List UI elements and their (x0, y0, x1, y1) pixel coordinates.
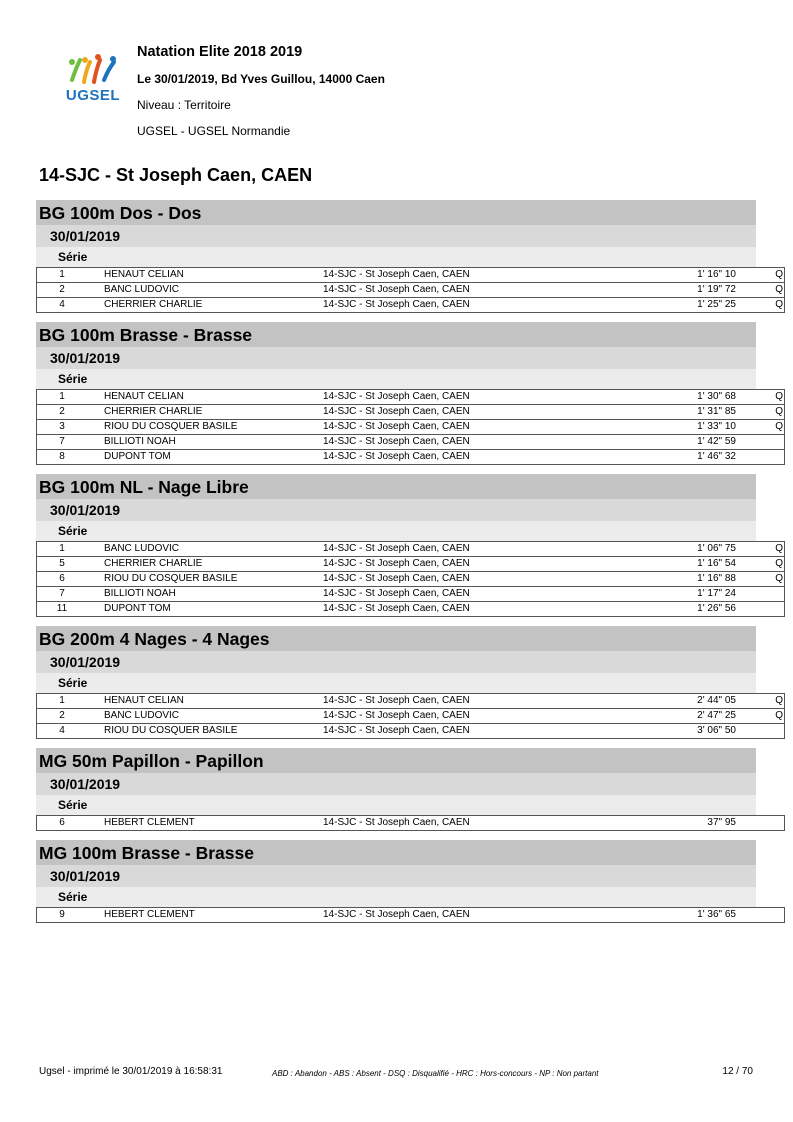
event-serie-label: Série (36, 247, 756, 267)
swimmer-name-cell: BANC LUDOVIC (87, 542, 323, 557)
club-heading: 14-SJC - St Joseph Caen, CAEN (39, 165, 313, 185)
page-footer (0, 1064, 793, 1084)
table-row (37, 420, 785, 435)
results-table (36, 815, 785, 831)
results-table (36, 389, 785, 465)
rank-cell: 3 (37, 420, 88, 435)
event-block (36, 474, 783, 617)
swimmer-name-cell: HENAUT CELIAN (87, 694, 323, 709)
table-row (37, 557, 785, 572)
swimmer-name-cell: HENAUT CELIAN (87, 268, 323, 283)
club-cell: 14-SJC - St Joseph Caen, CAEN (323, 450, 623, 465)
ugsel-logo (58, 54, 128, 104)
rank-cell: 11 (37, 602, 88, 617)
time-cell: 1' 06" 75 (623, 542, 773, 557)
swimmer-name-cell: DUPONT TOM (87, 602, 323, 617)
swimmer-name-cell: CHERRIER CHARLIE (87, 405, 323, 420)
time-cell: 1' 19" 72 (623, 283, 773, 298)
time-cell: 1' 17" 24 (623, 587, 773, 602)
rank-cell: 2 (37, 283, 88, 298)
event-serie-label: Série (36, 673, 756, 693)
rank-cell: 1 (37, 390, 88, 405)
club-cell: 14-SJC - St Joseph Caen, CAEN (323, 709, 623, 724)
club-cell: 14-SJC - St Joseph Caen, CAEN (323, 816, 623, 831)
rank-cell: 6 (37, 572, 88, 587)
time-cell: 1' 25" 25 (623, 298, 773, 313)
time-cell: 1' 30" 68 (623, 390, 773, 405)
print-timestamp: Ugsel - imprimé le 30/01/2019 à 16:58:31 (39, 1066, 223, 1077)
table-row (37, 405, 785, 420)
qualification-cell: Q (773, 572, 785, 587)
time-cell: 37" 95 (623, 816, 773, 831)
event-date: 30/01/2019 (36, 773, 756, 795)
time-cell: 1' 31" 85 (623, 405, 773, 420)
table-row (37, 602, 785, 617)
club-cell: 14-SJC - St Joseph Caen, CAEN (323, 908, 623, 923)
swimmer-name-cell: BILLIOTI NOAH (87, 587, 323, 602)
event-serie-label: Série (36, 369, 756, 389)
club-cell: 14-SJC - St Joseph Caen, CAEN (323, 405, 623, 420)
time-cell: 1' 33" 10 (623, 420, 773, 435)
qualification-cell: Q (773, 268, 785, 283)
time-cell: 2' 44" 05 (623, 694, 773, 709)
club-cell: 14-SJC - St Joseph Caen, CAEN (323, 390, 623, 405)
event-block (36, 626, 783, 739)
club-cell: 14-SJC - St Joseph Caen, CAEN (323, 283, 623, 298)
qualification-cell (773, 816, 785, 831)
swimmer-name-cell: BILLIOTI NOAH (87, 435, 323, 450)
rank-cell: 7 (37, 587, 88, 602)
swimmer-name-cell: HEBERT CLEMENT (87, 816, 323, 831)
qualification-cell: Q (773, 709, 785, 724)
rank-cell: 1 (37, 694, 88, 709)
qualification-cell (773, 450, 785, 465)
table-row (37, 908, 785, 923)
event-title: MG 50m Papillon - Papillon (36, 748, 756, 773)
results-table (36, 267, 785, 313)
swimmer-name-cell: CHERRIER CHARLIE (87, 557, 323, 572)
event-serie-label: Série (36, 795, 756, 815)
qualification-cell (773, 435, 785, 450)
event-date: 30/01/2019 (36, 651, 756, 673)
rank-cell: 6 (37, 816, 88, 831)
events-list (36, 200, 783, 932)
swimmer-name-cell: RIOU DU COSQUER BASILE (87, 420, 323, 435)
abbreviation-legend: ABD : Abandon - ABS : Absent - DSQ : Disqualifié - HRC : Hors-concours - NP : Non partant (272, 1069, 599, 1078)
event-title: BG 100m Dos - Dos (36, 200, 756, 225)
event-block (36, 840, 756, 923)
rank-cell: 9 (37, 908, 88, 923)
rank-cell: 7 (37, 435, 88, 450)
page-header (0, 0, 793, 150)
qualification-cell (773, 908, 785, 923)
time-cell: 1' 16" 88 (623, 572, 773, 587)
event-title: BG 200m 4 Nages - 4 Nages (36, 626, 756, 651)
qualification-cell (773, 602, 785, 617)
event-date: 30/01/2019 (36, 225, 756, 247)
club-cell: 14-SJC - St Joseph Caen, CAEN (323, 572, 623, 587)
club-cell: 14-SJC - St Joseph Caen, CAEN (323, 420, 623, 435)
time-cell: 1' 42" 59 (623, 435, 773, 450)
table-row (37, 390, 785, 405)
table-row (37, 587, 785, 602)
time-cell: 1' 16" 54 (623, 557, 773, 572)
swimmer-name-cell: BANC LUDOVIC (87, 283, 323, 298)
swimmer-name-cell: RIOU DU COSQUER BASILE (87, 724, 323, 739)
event-serie-label: Série (36, 521, 756, 541)
qualification-cell: Q (773, 405, 785, 420)
results-table (36, 541, 785, 617)
table-row (37, 709, 785, 724)
table-row (37, 298, 785, 313)
club-cell: 14-SJC - St Joseph Caen, CAEN (323, 542, 623, 557)
qualification-cell: Q (773, 557, 785, 572)
qualification-cell (773, 587, 785, 602)
qualification-cell: Q (773, 542, 785, 557)
event-title: BG 100m Brasse - Brasse (36, 322, 756, 347)
club-cell: 14-SJC - St Joseph Caen, CAEN (323, 268, 623, 283)
swimmers-logo-icon (58, 54, 128, 88)
event-date: 30/01/2019 (36, 347, 756, 369)
competition-title: Natation Elite 2018 2019 (137, 44, 303, 60)
table-row (37, 694, 785, 709)
table-row (37, 724, 785, 739)
results-table (36, 907, 785, 923)
event-serie-label: Série (36, 887, 756, 907)
competition-organization: UGSEL - UGSEL Normandie (137, 124, 291, 138)
swimmer-name-cell: HENAUT CELIAN (87, 390, 323, 405)
club-cell: 14-SJC - St Joseph Caen, CAEN (323, 587, 623, 602)
rank-cell: 1 (37, 268, 88, 283)
rank-cell: 5 (37, 557, 88, 572)
swimmer-name-cell: BANC LUDOVIC (87, 709, 323, 724)
table-row (37, 283, 785, 298)
time-cell: 1' 16" 10 (623, 268, 773, 283)
rank-cell: 8 (37, 450, 88, 465)
qualification-cell (773, 724, 785, 739)
club-cell: 14-SJC - St Joseph Caen, CAEN (323, 298, 623, 313)
competition-level: Niveau : Territoire (137, 98, 231, 112)
results-table (36, 693, 785, 739)
qualification-cell: Q (773, 390, 785, 405)
table-row (37, 268, 785, 283)
swimmer-name-cell: RIOU DU COSQUER BASILE (87, 572, 323, 587)
table-row (37, 816, 785, 831)
swimmer-name-cell: HEBERT CLEMENT (87, 908, 323, 923)
time-cell: 1' 26" 56 (623, 602, 773, 617)
event-title: MG 100m Brasse - Brasse (36, 840, 756, 865)
event-date: 30/01/2019 (36, 865, 756, 887)
qualification-cell: Q (773, 283, 785, 298)
qualification-cell: Q (773, 420, 785, 435)
rank-cell: 4 (37, 298, 88, 313)
swimmer-name-cell: CHERRIER CHARLIE (87, 298, 323, 313)
club-cell: 14-SJC - St Joseph Caen, CAEN (323, 694, 623, 709)
time-cell: 1' 46" 32 (623, 450, 773, 465)
table-row (37, 542, 785, 557)
event-date: 30/01/2019 (36, 499, 756, 521)
qualification-cell: Q (773, 298, 785, 313)
event-block (36, 200, 783, 313)
rank-cell: 1 (37, 542, 88, 557)
time-cell: 2' 47" 25 (623, 709, 773, 724)
club-cell: 14-SJC - St Joseph Caen, CAEN (323, 602, 623, 617)
logo-text: UGSEL (65, 87, 121, 104)
table-row (37, 435, 785, 450)
event-title: BG 100m NL - Nage Libre (36, 474, 756, 499)
competition-date-location: Le 30/01/2019, Bd Yves Guillou, 14000 Caen (137, 72, 385, 86)
table-row (37, 572, 785, 587)
club-cell: 14-SJC - St Joseph Caen, CAEN (323, 724, 623, 739)
club-cell: 14-SJC - St Joseph Caen, CAEN (323, 435, 623, 450)
qualification-cell: Q (773, 694, 785, 709)
table-row (37, 450, 785, 465)
club-cell: 14-SJC - St Joseph Caen, CAEN (323, 557, 623, 572)
rank-cell: 2 (37, 405, 88, 420)
rank-cell: 2 (37, 709, 88, 724)
swimmer-name-cell: DUPONT TOM (87, 450, 323, 465)
rank-cell: 4 (37, 724, 88, 739)
page-number: 12 / 70 (722, 1066, 753, 1077)
event-block (36, 322, 783, 465)
event-block (36, 748, 756, 831)
time-cell: 3' 06" 50 (623, 724, 773, 739)
time-cell: 1' 36" 65 (623, 908, 773, 923)
